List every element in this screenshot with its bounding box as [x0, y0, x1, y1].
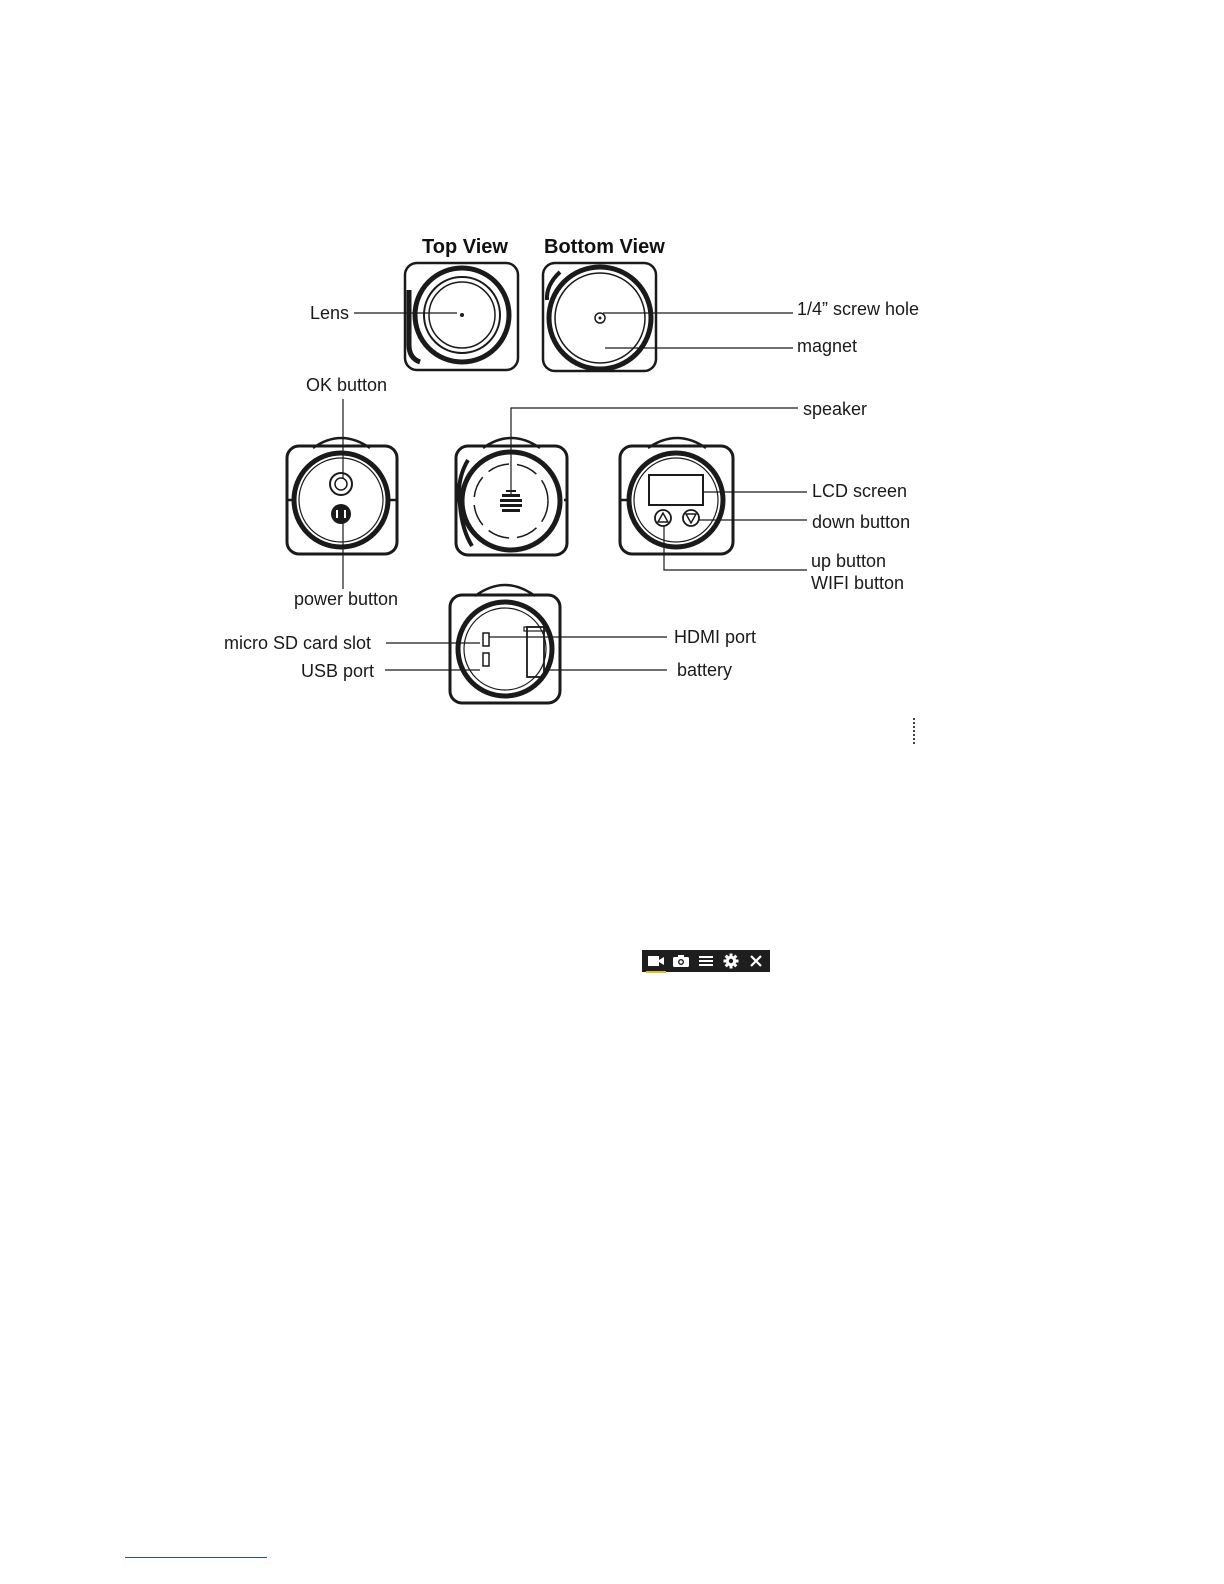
usb-port-icon — [483, 653, 489, 666]
screw-hole-label: 1/4” screw hole — [797, 299, 920, 319]
close-button[interactable] — [746, 952, 766, 970]
gear-icon — [723, 953, 739, 969]
menu-icon — [698, 954, 714, 968]
photo-mode-button[interactable] — [671, 952, 691, 970]
battery-label: battery — [677, 660, 733, 680]
hdmi-port-label: HDMI port — [674, 627, 757, 647]
lcd-screen-label: LCD screen — [812, 481, 908, 501]
down-button-label: down button — [812, 512, 911, 532]
lcd-view-camera — [620, 438, 733, 554]
lens-icon — [460, 313, 464, 317]
video-camera-icon — [647, 954, 665, 968]
up-button-label: up button — [811, 551, 887, 571]
close-icon — [749, 954, 763, 968]
ok-button-icon — [330, 473, 352, 495]
camera-toolbar — [642, 950, 770, 972]
magnet-label: magnet — [797, 336, 858, 356]
front-view-camera — [287, 438, 397, 554]
wifi-button-label: WIFI button — [811, 573, 905, 593]
battery-icon — [527, 627, 544, 677]
micro-sd-slot-icon — [483, 633, 489, 646]
power-button-label: power button — [294, 589, 399, 609]
micro-sd-label: micro SD card slot — [224, 633, 372, 653]
menu-button[interactable] — [696, 952, 716, 970]
lcd-screen-icon — [649, 475, 703, 505]
bottom-view-title: Bottom View — [544, 236, 665, 258]
speaker-label: speaker — [803, 399, 868, 419]
photo-camera-icon — [672, 954, 690, 968]
power-button-icon — [331, 504, 351, 524]
settings-button[interactable] — [721, 952, 741, 970]
top-view-title: Top View — [422, 236, 508, 258]
ok-button-label: OK button — [306, 375, 388, 395]
bottom-view-camera — [543, 263, 656, 371]
down-button-icon — [683, 510, 699, 526]
top-view-camera — [405, 263, 518, 370]
lens-label: Lens — [310, 303, 350, 323]
video-mode-button[interactable] — [646, 952, 666, 970]
back-view-camera — [450, 585, 560, 703]
footnote-separator — [125, 1557, 267, 1558]
usb-port-label: USB port — [301, 661, 375, 681]
dotted-separator — [913, 718, 915, 744]
up-button-icon — [655, 510, 671, 526]
